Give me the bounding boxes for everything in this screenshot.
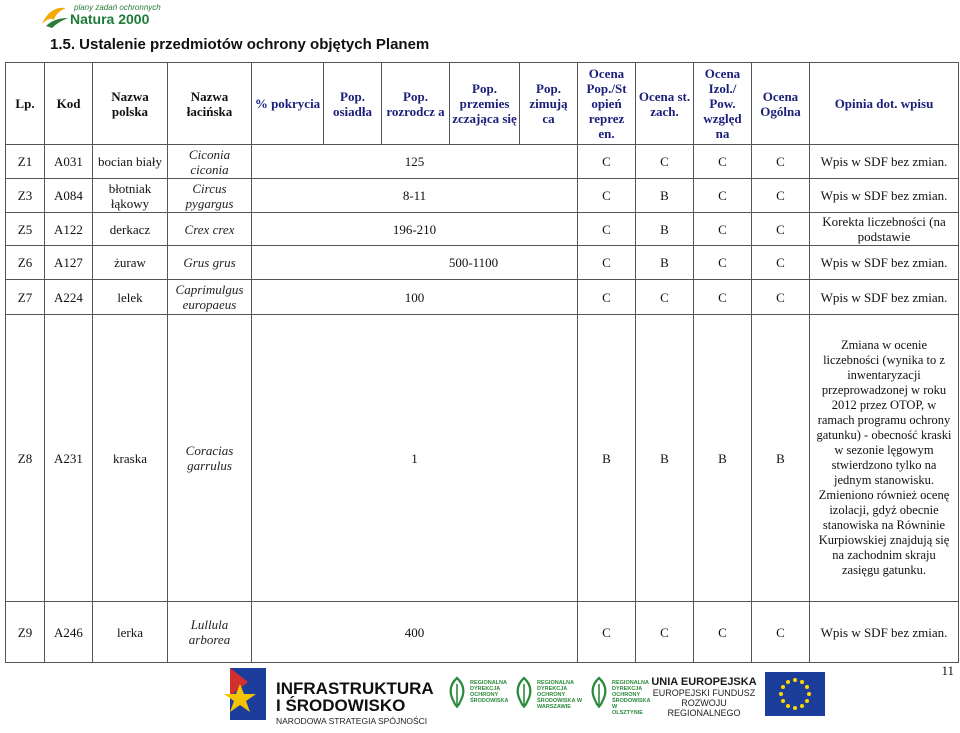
- cell-kod: A224: [45, 280, 93, 315]
- cell-ocena-pop: C: [578, 280, 636, 315]
- cell-ocena-ogolna: C: [752, 179, 810, 213]
- cell-population: 1: [252, 315, 578, 602]
- infra-line2: I ŚRODOWISKO: [276, 696, 406, 715]
- header-kod: Kod: [45, 63, 93, 145]
- header-rozrodcza: Pop. rozrodcz a: [382, 63, 450, 145]
- table-row: [6, 145, 959, 179]
- rdos-label-2: REGIONALNA DYREKCJA OCHRONY ŚRODOWISKA W WARSZAWIE: [537, 680, 583, 710]
- cell-population: 196-210: [252, 213, 578, 246]
- species-table: [5, 62, 959, 663]
- header-nazwa-polska: Nazwa polska: [93, 63, 168, 145]
- cell-opinia: Wpis w SDF bez zmian.: [810, 145, 959, 179]
- eu-fund-line1: EUROPEJSKI FUNDUSZ: [652, 688, 756, 698]
- cell-ocena-pop: B: [578, 315, 636, 602]
- cell-lp: Z5: [6, 213, 45, 246]
- cell-latin: Caprimulgus europaeus: [168, 280, 252, 315]
- header-lp: Lp.: [6, 63, 45, 145]
- cell-latin: Crex crex: [168, 213, 252, 246]
- cell-ocena-st: C: [636, 145, 694, 179]
- cell-population: 500-1100: [252, 246, 578, 280]
- cell-opinia: Wpis w SDF bez zmian.: [810, 280, 959, 315]
- cell-population: 400: [252, 602, 578, 663]
- cell-ocena-izol: C: [694, 246, 752, 280]
- cell-ocena-izol: C: [694, 280, 752, 315]
- bird-logo-icon: [40, 2, 70, 30]
- cell-lp: Z7: [6, 280, 45, 315]
- cell-kod: A231: [45, 315, 93, 602]
- header-nazwa-lacinska: Nazwa łacińska: [168, 63, 252, 145]
- eu-text: [648, 676, 760, 718]
- cell-nazwa: derkacz: [93, 213, 168, 246]
- cell-kod: A084: [45, 179, 93, 213]
- cell-ocena-pop: C: [578, 145, 636, 179]
- table-row: [6, 280, 959, 315]
- table-row: [6, 213, 959, 246]
- cell-kod: A031: [45, 145, 93, 179]
- header-osiadla: Pop. osiadła: [324, 63, 382, 145]
- cell-latin: Circus pygargus: [168, 179, 252, 213]
- cell-kod: A127: [45, 246, 93, 280]
- cell-opinia: Korekta liczebności (na podstawie: [810, 213, 959, 246]
- header-ocena-ogolna: Ocena Ogólna: [752, 63, 810, 145]
- cell-nazwa: lerka: [93, 602, 168, 663]
- logo-title: Natura 2000: [70, 11, 150, 27]
- infra-line1: INFRASTRUKTURA: [276, 679, 434, 698]
- header-ocena-st-zach: Ocena st. zach.: [636, 63, 694, 145]
- table-row: [6, 246, 959, 280]
- cell-lp: Z6: [6, 246, 45, 280]
- rdos-leaf-icon: [588, 676, 610, 712]
- cell-kod: A246: [45, 602, 93, 663]
- cell-ocena-izol: B: [694, 315, 752, 602]
- infrastruktura-logo-icon: [222, 664, 270, 724]
- cell-latin: Coracias garrulus: [168, 315, 252, 602]
- cell-opinia: Zmiana w ocenie liczebności (wynika to z inwentaryzacji przeprowadzonej w roku 2012 przez OTOP, w ramach programu ochrony gatunku) - obecność kraski w sezonie lęgowym stwierdzono tylko na jednym stanowisku. Zmieniono również ocenę izolacji, gdyż obecnie stanowiska na Równinie Kurpiowskiej znajdują się na zachodnim skraju zasięgu gatunku.: [810, 315, 959, 602]
- cell-lp: Z8: [6, 315, 45, 602]
- infrastruktura-text: [276, 680, 434, 726]
- cell-latin: Lullula arborea: [168, 602, 252, 663]
- rdos-leaf-icon: [513, 676, 535, 712]
- header-pokrycia: % pokrycia: [252, 63, 324, 145]
- header-zimujaca: Pop. zimują ca: [520, 63, 578, 145]
- cell-population: 8-11: [252, 179, 578, 213]
- cell-latin: Grus grus: [168, 246, 252, 280]
- header-ocena-izol: Ocena Izol./ Pow. względ na: [694, 63, 752, 145]
- cell-nazwa: żuraw: [93, 246, 168, 280]
- table-header-row: [6, 63, 959, 145]
- cell-ocena-pop: C: [578, 246, 636, 280]
- cell-ocena-pop: C: [578, 213, 636, 246]
- cell-ocena-izol: C: [694, 213, 752, 246]
- cell-ocena-ogolna: C: [752, 246, 810, 280]
- cell-ocena-st: B: [636, 315, 694, 602]
- table-row: [6, 179, 959, 213]
- cell-population: 125: [252, 145, 578, 179]
- header-ocena-pop: Ocena Pop./St opień reprez en.: [578, 63, 636, 145]
- rdos-label-3: REGIONALNA DYREKCJA OCHRONY ŚRODOWISKA W OLSZTYNIE: [612, 680, 651, 716]
- cell-nazwa: bocian biały: [93, 145, 168, 179]
- cell-latin: Ciconia ciconia: [168, 145, 252, 179]
- section-title: 1.5. Ustalenie przedmiotów ochrony objętych Planem: [50, 36, 430, 53]
- table-row: [6, 315, 959, 602]
- table-row: [6, 602, 959, 663]
- header-przemieszczajaca: Pop. przemies zczająca się: [450, 63, 520, 145]
- cell-opinia: Wpis w SDF bez zmian.: [810, 179, 959, 213]
- cell-ocena-ogolna: B: [752, 315, 810, 602]
- cell-ocena-st: B: [636, 179, 694, 213]
- cell-nazwa: kraska: [93, 315, 168, 602]
- infra-small: NARODOWA STRATEGIA SPÓJNOŚCI: [276, 716, 428, 726]
- cell-ocena-st: B: [636, 213, 694, 246]
- cell-ocena-ogolna: C: [752, 213, 810, 246]
- cell-opinia: Wpis w SDF bez zmian.: [810, 246, 959, 280]
- header-opinia: Opinia dot. wpisu: [810, 63, 959, 145]
- cell-kod: A122: [45, 213, 93, 246]
- cell-lp: Z9: [6, 602, 45, 663]
- cell-lp: Z3: [6, 179, 45, 213]
- rdos-label-1: REGIONALNA DYREKCJA OCHRONY ŚRODOWISKA: [470, 680, 509, 704]
- rdos-leaf-icon: [446, 676, 468, 712]
- cell-ocena-izol: C: [694, 179, 752, 213]
- cell-nazwa: lelek: [93, 280, 168, 315]
- cell-ocena-izol: C: [694, 602, 752, 663]
- cell-ocena-st: C: [636, 280, 694, 315]
- cell-opinia: Wpis w SDF bez zmian.: [810, 602, 959, 663]
- cell-nazwa: błotniak łąkowy: [93, 179, 168, 213]
- eu-flag-icon: [765, 672, 825, 716]
- cell-ocena-ogolna: C: [752, 602, 810, 663]
- cell-ocena-pop: C: [578, 179, 636, 213]
- cell-ocena-pop: C: [578, 602, 636, 663]
- cell-ocena-st: B: [636, 246, 694, 280]
- cell-lp: Z1: [6, 145, 45, 179]
- cell-ocena-ogolna: C: [752, 280, 810, 315]
- page-number: 11: [941, 663, 954, 678]
- natura2000-logo: [40, 2, 160, 32]
- cell-population: 100: [252, 280, 578, 315]
- eu-fund-line2: ROZWOJU REGIONALNEGO: [667, 698, 741, 718]
- cell-ocena-ogolna: C: [752, 145, 810, 179]
- logo-tagline: plany zadań ochronnych: [74, 3, 161, 12]
- cell-ocena-st: C: [636, 602, 694, 663]
- cell-ocena-izol: C: [694, 145, 752, 179]
- eu-title: UNIA EUROPEJSKA: [651, 676, 757, 688]
